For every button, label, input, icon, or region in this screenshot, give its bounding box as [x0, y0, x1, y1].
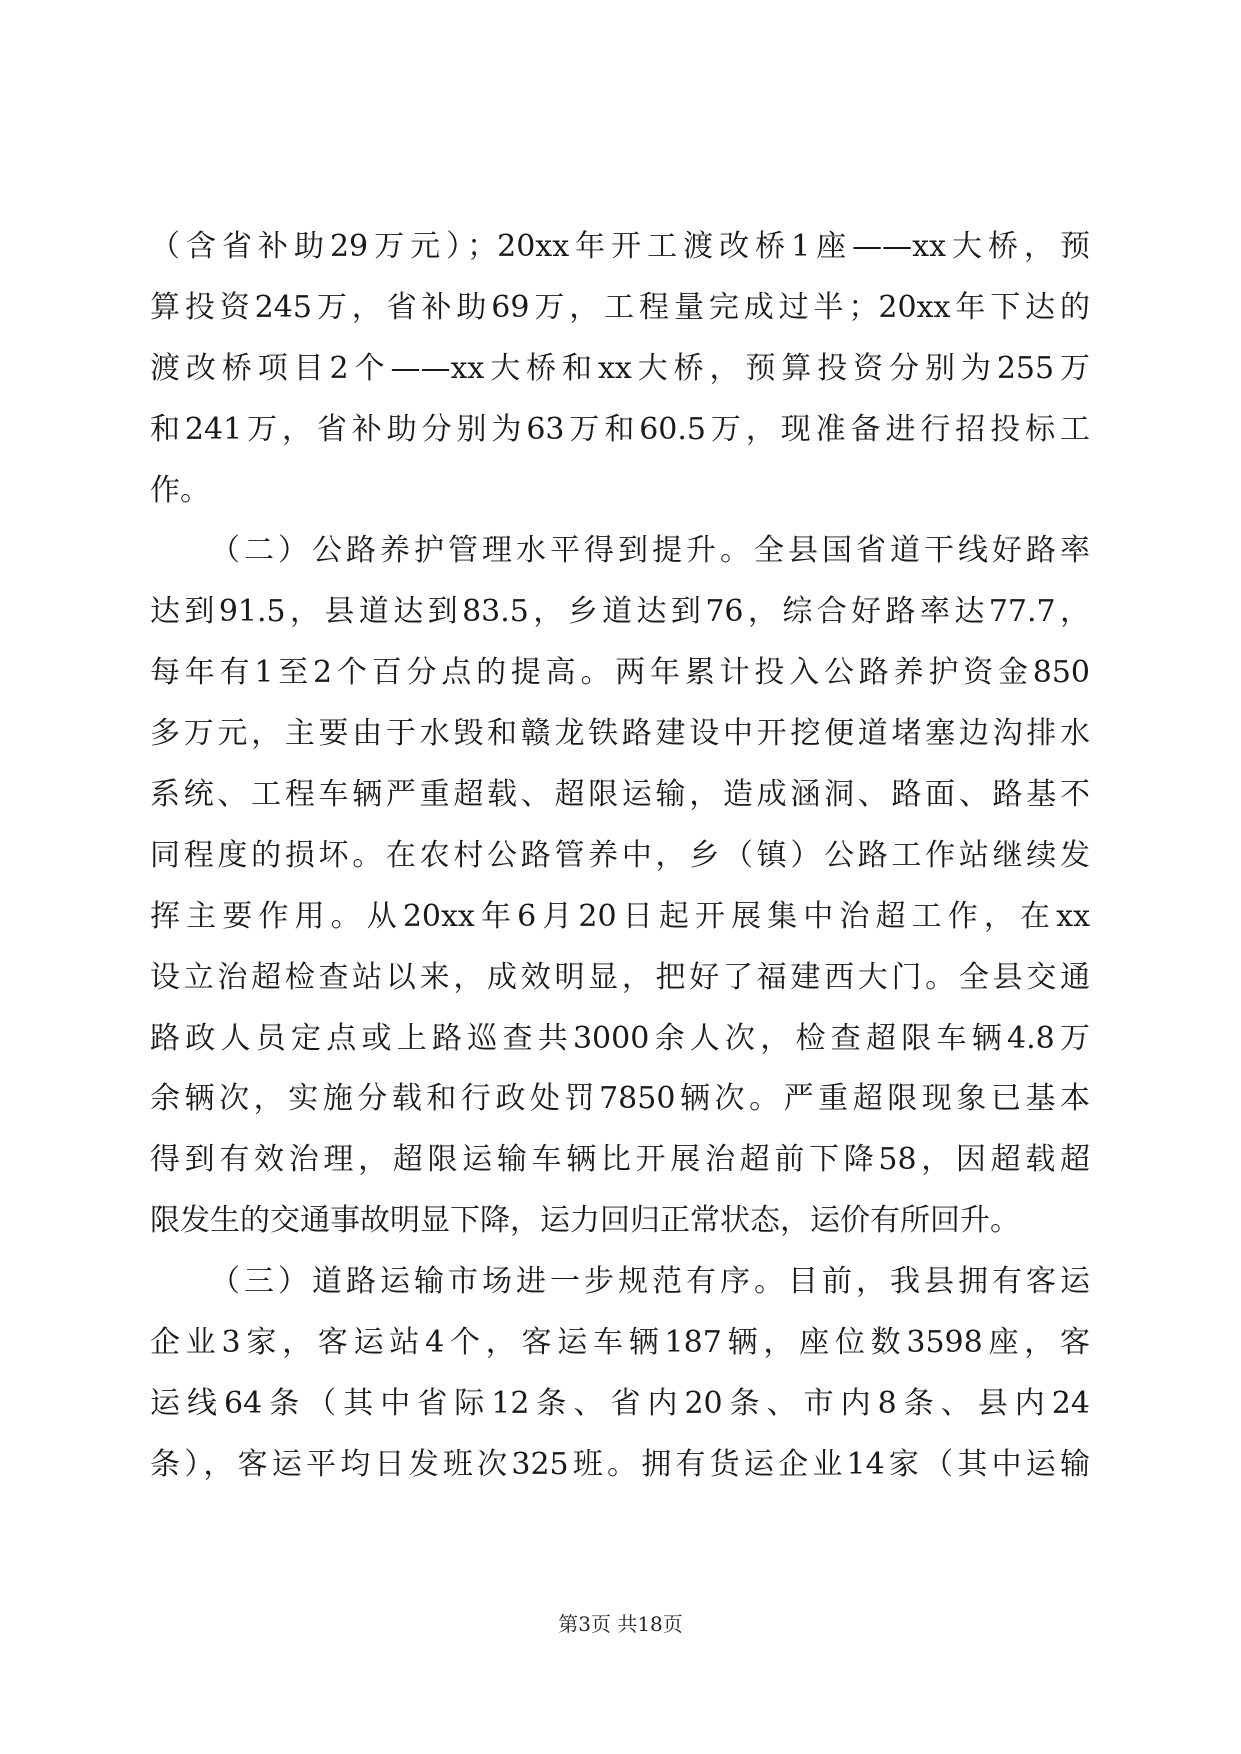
text-line: 系统、工程车辆严重超载、超限运输，造成涵洞、路面、路基不 — [150, 777, 1090, 813]
text-line: 企业3家，客运站4个，客运车辆187辆，座位数3598座，客 — [150, 1325, 1090, 1361]
text-line: 算投资245万，省补助69万，工程量完成过半；20xx年下达的 — [150, 289, 1090, 325]
text-line: 路政人员定点或上路巡查共3000余人次，检查超限车辆4.8万 — [150, 1020, 1090, 1056]
text-line: （含省补助29万元）；20xx年开工渡改桥1座——xx大桥，预 — [150, 229, 1090, 264]
page-footer: 第3页 共18页 — [558, 1612, 683, 1636]
text-line: 得到有效治理，超限运输车辆比开展治超前下降58，因超载超 — [150, 1142, 1090, 1178]
text-line: 余辆次，实施分载和行政处罚7850辆次。严重超限现象已基本 — [150, 1081, 1090, 1117]
text-line: 同程度的损坏。在农村公路管养中，乡（镇）公路工作站继续发 — [150, 837, 1090, 873]
text-line: 作。 — [150, 472, 210, 508]
text-line: 限发生的交通事故明显下降，运力回归正常状态，运价有所回升。 — [150, 1203, 1020, 1239]
text-line: （二）公路养护管理水平得到提升。全县国省道干线好路率 — [210, 533, 1090, 569]
text-line: 和241万，省补助分别为63万和60.5万，现准备进行招投标工 — [150, 411, 1090, 447]
text-line: （三）道路运输市场进一步规范有序。目前，我县拥有客运 — [210, 1264, 1090, 1300]
text-line: 多万元，主要由于水毁和赣龙铁路建设中开挖便道堵塞边沟排水 — [150, 716, 1090, 752]
text-line: 达到91.5，县道达到83.5，乡道达到76，综合好路率达77.7， — [150, 594, 1090, 630]
text-line: 条），客运平均日发班次325班。拥有货运企业14家（其中运输 — [150, 1446, 1090, 1482]
text-line: 运线64条（其中省际12条、省内20条、市内8条、县内24 — [150, 1385, 1090, 1421]
text-line: 渡改桥项目2个——xx大桥和xx大桥，预算投资分别为255万 — [150, 350, 1090, 386]
body-text — [150, 229, 1090, 1511]
text-line: 挥主要作用。从20xx年6月20日起开展集中治超工作，在xx — [150, 898, 1090, 934]
text-line: 每年有1至2个百分点的提高。两年累计投入公路养护资金850 — [150, 655, 1090, 691]
text-line: 设立治超检查站以来，成效明显，把好了福建西大门。全县交通 — [150, 959, 1090, 995]
